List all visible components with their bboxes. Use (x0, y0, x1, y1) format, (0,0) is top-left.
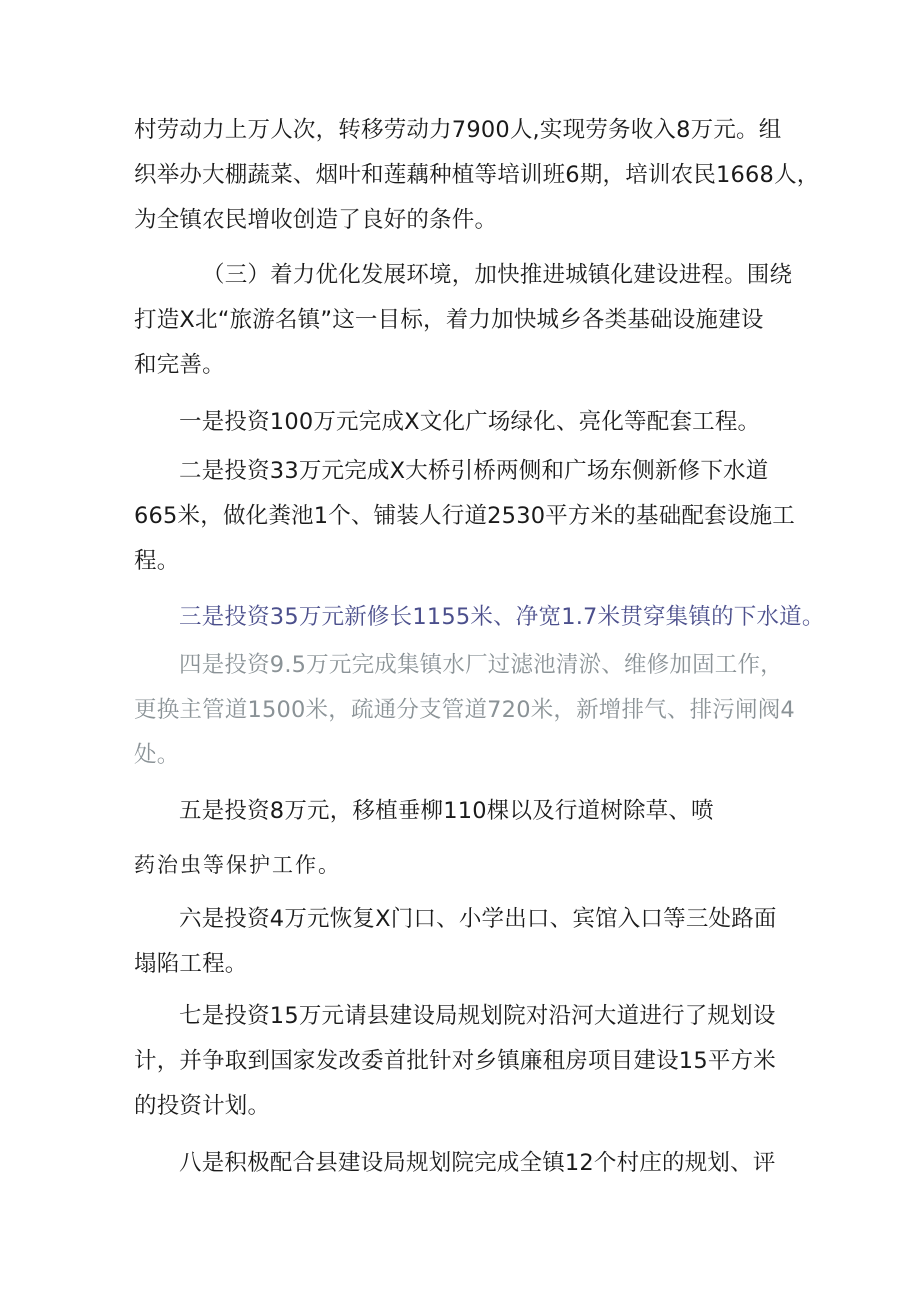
paragraph-item-two (134, 449, 794, 584)
text-line: 更换主管道1500米，疏通分支管道720米，新增排气、排污闸阀4 (134, 697, 795, 723)
text-line: 的投资计划。 (134, 1093, 271, 1119)
text-line: 三是投资35万元新修长1155米、净宽1.7米贯穿集镇的下水道。 (179, 604, 825, 630)
paragraph-item-eight (134, 1141, 794, 1186)
paragraph-item-one (134, 400, 794, 445)
text-line: 塌陷工程。 (134, 951, 248, 977)
text-line: 四是投资9.5万元完成集镇水厂过滤池清淤、维修加固工作， (179, 652, 783, 678)
text-line: 和完善。 (134, 352, 225, 378)
text-line: 为全镇农民增收创造了良好的条件。 (134, 207, 498, 233)
paragraph-item-three (134, 595, 825, 640)
paragraph-labor-training (134, 108, 820, 243)
paragraph-item-five-continued (134, 843, 794, 888)
paragraph-item-five (134, 789, 794, 834)
text-line: 五是投资8万元，移植垂柳110棵以及行道树除草、喷 (179, 798, 714, 824)
text-line: 665米，做化粪池1个、铺装人行道2530平方米的基础配套设施工 (134, 503, 795, 529)
text-line: 八是积极配合县建设局规划院完成全镇12个村庄的规划、评 (179, 1150, 776, 1176)
text-line: 二是投资33万元完成X大桥引桥两侧和广场东侧新修下水道 (179, 458, 769, 484)
paragraph-item-seven (134, 994, 794, 1129)
text-line: 药治虫等保护工作。 (134, 853, 341, 877)
text-line: （三）着力优化发展环境，加快推进城镇化建设进程。围绕 (202, 262, 793, 288)
text-line: 织举办大棚蔬菜、烟叶和莲藕种植等培训班6期，培训农民1668人， (134, 162, 820, 188)
text-line: 村劳动力上万人次，转移劳动力7900人,实现劳务收入8万元。组 (134, 117, 782, 143)
text-line: 计，并争取到国家发改委首批针对乡镇廉租房项目建设15平方米 (134, 1048, 776, 1074)
text-line: 六是投资4万元恢复X门口、小学出口、宾馆入口等三处路面 (179, 906, 777, 932)
paragraph-item-four (134, 643, 794, 778)
text-line: 七是投资15万元请县建设局规划院对沿河大道进行了规划设 (179, 1003, 776, 1029)
text-line: 处。 (134, 742, 180, 768)
text-line: 打造X北“旅游名镇”这一目标，着力加快城乡各类基础设施建设 (134, 307, 764, 333)
paragraph-item-six (134, 897, 794, 987)
paragraph-section-three (134, 253, 794, 388)
text-line: 一是投资100万元完成X文化广场绿化、亮化等配套工程。 (179, 409, 761, 435)
text-line: 程。 (134, 548, 180, 574)
